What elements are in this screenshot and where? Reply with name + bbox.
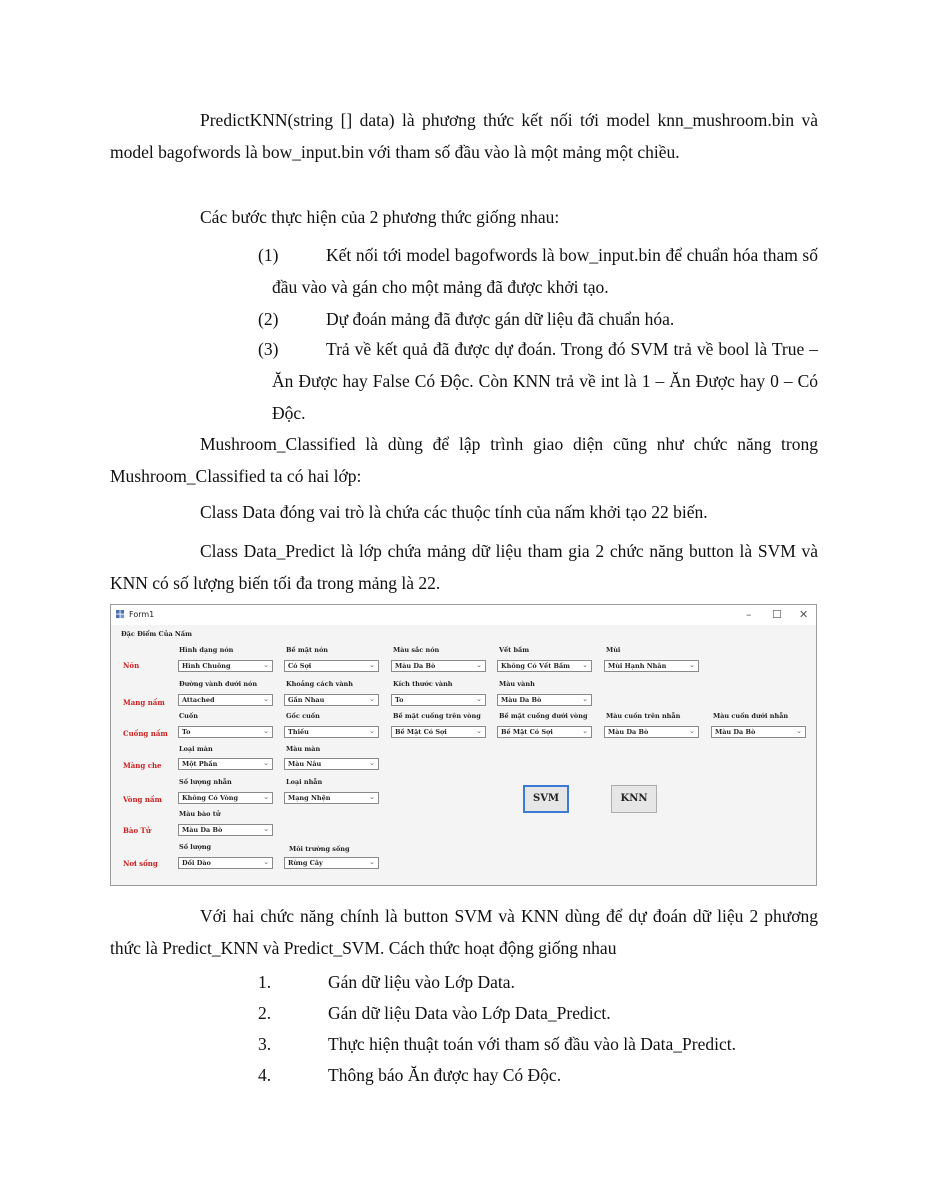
numbered-item-4 [258, 1059, 561, 1091]
item-text: Gán dữ liệu vào Lớp Data. [328, 972, 515, 992]
step-item-1 [258, 239, 818, 303]
minimize-icon[interactable]: – [746, 608, 752, 621]
paragraph-mushroom-classified: Mushroom_Classified là dùng để lập trình giao diện cũng như chức năng trong Mushroom_Classified ta có hai lớp: [110, 434, 818, 486]
step-text: Dự đoán mảng đã được gán dữ liệu đã chuẩn hóa. [326, 309, 675, 329]
combo-mui[interactable] [604, 660, 699, 672]
item-number: 2. [258, 1003, 272, 1023]
combo-mau-bao-tu[interactable] [178, 824, 273, 836]
combo-value: Màu Da Bò [395, 662, 436, 670]
chevron-down-icon: ⌄ [689, 727, 695, 735]
field-label: Màu vành [499, 680, 535, 688]
chevron-down-icon: ⌄ [369, 793, 375, 801]
combo-value: Bề Mặt Có Sợi [501, 728, 553, 736]
combo-value: Hình Chuông [182, 662, 231, 670]
combo-be-mat-cuong-tren-vong[interactable] [391, 726, 486, 738]
title-bar [111, 605, 816, 625]
combo-loai-man[interactable] [178, 758, 273, 770]
field-label: Màu bào tử [179, 810, 221, 818]
numbered-item-2 [258, 997, 611, 1029]
paragraph-class-data: Class Data đóng vai trò là chứa các thuộc tính của nấm khởi tạo 22 biến. [200, 502, 708, 522]
combo-value: Attached [182, 696, 215, 704]
combo-duong-vanh-duoi-non[interactable] [178, 694, 273, 706]
field-label: Số lượng [179, 843, 212, 851]
row-label-mang-che: Màng che [123, 761, 162, 770]
field-label: Màu cuốn dưới nhẫn [713, 712, 789, 720]
combo-mau-cuon-duoi-nhan[interactable] [711, 726, 806, 738]
form-window [110, 604, 817, 886]
field-label: Kích thước vành [393, 680, 453, 688]
chevron-down-icon: ⌄ [476, 661, 482, 669]
item-text: Thực hiện thuật toán với tham số đầu vào là Data_Predict. [328, 1034, 737, 1054]
chevron-down-icon: ⌄ [263, 661, 269, 669]
field-label: Bề mặt nón [286, 646, 329, 654]
field-label: Bề mặt cuống trên vòng [393, 712, 481, 720]
field-label: Khoảng cách vành [286, 680, 354, 688]
chevron-down-icon: ⌄ [263, 727, 269, 735]
field-label: Loại màn [179, 745, 213, 753]
field-label: Bề mặt cuống dưới vòng [499, 712, 588, 720]
paragraph-steps-intro: Các bước thực hiện của 2 phương thức giống nhau: [200, 207, 560, 227]
chevron-down-icon: ⌄ [369, 759, 375, 767]
combo-khoang-cach-vanh[interactable] [284, 694, 379, 706]
step-number: (3) [258, 339, 279, 359]
chevron-down-icon: ⌄ [369, 727, 375, 735]
combo-value: Dồi Dào [182, 859, 211, 867]
close-icon[interactable]: ✕ [799, 608, 809, 621]
item-text: Gán dữ liệu Data vào Lớp Data_Predict. [328, 1003, 611, 1023]
step-number: (1) [258, 245, 279, 265]
field-label: Màu cuốn trên nhẫn [606, 712, 681, 720]
combo-value: Bề Mặt Có Sợi [395, 728, 447, 736]
item-text: Thông báo Ăn được hay Có Độc. [328, 1065, 562, 1085]
field-label: Vết bầm [499, 646, 530, 654]
step-item-3 [258, 333, 818, 429]
field-label: Số lượng nhẫn [179, 778, 232, 786]
combo-vet-bam[interactable] [497, 660, 592, 672]
combo-value: Màu Da Bò [715, 728, 756, 736]
chevron-down-icon: ⌄ [263, 759, 269, 767]
row-label-mang-nam: Mang nấm [123, 698, 165, 707]
combo-kich-thuoc-vanh[interactable] [391, 694, 486, 706]
knn-button[interactable]: KNN [611, 785, 657, 813]
window-title: Form1 [129, 610, 155, 619]
combo-hinh-dang-non[interactable] [178, 660, 273, 672]
combo-mau-vanh[interactable] [497, 694, 592, 706]
row-label-cuong-nam: Cuống nấm [123, 729, 168, 738]
combo-mau-cuon-tren-nhan[interactable] [604, 726, 699, 738]
combo-value: Không Có Vết Bầm [501, 662, 571, 670]
chevron-down-icon: ⌄ [582, 727, 588, 735]
chevron-down-icon: ⌄ [476, 695, 482, 703]
field-label: Màu sắc nón [393, 646, 440, 654]
combo-value: Màu Da Bò [608, 728, 649, 736]
field-label: Hình dạng nón [179, 646, 234, 654]
field-label: Gốc cuốn [286, 712, 320, 720]
chevron-down-icon: ⌄ [689, 661, 695, 669]
combo-value: To [182, 728, 191, 736]
chevron-down-icon: ⌄ [369, 661, 375, 669]
combo-value: Có Sợi [288, 662, 312, 670]
row-label-non: Nón [123, 661, 140, 670]
item-number: 1. [258, 972, 272, 992]
row-label-noi-song: Nơi sống [123, 859, 158, 868]
combo-value: Gần Nhau [288, 696, 325, 704]
combo-so-luong-nhan[interactable] [178, 792, 273, 804]
app-icon [116, 610, 125, 619]
chevron-down-icon: ⌄ [263, 793, 269, 801]
field-label: Loại nhẫn [286, 778, 323, 786]
step-text: Kết nối tới model bagofwords là bow_input.bin để chuẩn hóa tham số đầu vào và gán cho một mảng đã được khởi tạo. [272, 245, 818, 297]
combo-goc-cuon[interactable] [284, 726, 379, 738]
chevron-down-icon: ⌄ [582, 661, 588, 669]
combo-moi-truong-song[interactable] [284, 857, 379, 869]
maximize-icon[interactable]: ☐ [772, 608, 782, 621]
combo-mau-sac-non[interactable] [391, 660, 486, 672]
chevron-down-icon: ⌄ [582, 695, 588, 703]
combo-value: To [395, 696, 404, 704]
step-text: Trả về kết quả đã được dự đoán. Trong đó SVM trả về bool là True – Ăn Được hay False Có Độc. Còn KNN trả về int là 1 – Ăn Được hay 0 – Có Độc. [272, 339, 818, 423]
combo-be-mat-cuong-duoi-vong[interactable] [497, 726, 592, 738]
combo-value: Màu Da Bò [501, 696, 542, 704]
paragraph-predict-knn: PredictKNN(string [] data) là phương thức kết nối tới model knn_mushroom.bin và model bagofwords là bow_input.bin với tham số đầu vào là một mảng một chiều. [110, 110, 818, 162]
combo-value: Mạng Nhện [288, 794, 331, 802]
step-number: (2) [258, 309, 279, 329]
chevron-down-icon: ⌄ [476, 727, 482, 735]
group-title: Đặc Điểm Của Nấm [121, 630, 192, 638]
chevron-down-icon: ⌄ [796, 727, 802, 735]
svm-button[interactable]: SVM [523, 785, 569, 813]
combo-value: Rừng Cây [288, 859, 323, 867]
combo-cuon[interactable] [178, 726, 273, 738]
combo-be-mat-non[interactable] [284, 660, 379, 672]
combo-so-luong[interactable] [178, 857, 273, 869]
paragraph-svm-knn: Với hai chức năng chính là button SVM và KNN dùng để dự đoán dữ liệu 2 phương thức là Predict_KNN và Predict_SVM. Cách thức hoạt động giống nhau [110, 906, 818, 958]
field-label: Màu màn [286, 745, 321, 753]
field-label: Môi trường sống [289, 845, 350, 853]
field-label: Cuốn [179, 712, 198, 720]
combo-value: Thiếu [288, 728, 309, 736]
combo-value: Một Phần [182, 760, 218, 768]
chevron-down-icon: ⌄ [369, 858, 375, 866]
paragraph-class-data-predict: Class Data_Predict là lớp chứa mảng dữ liệu tham gia 2 chức năng button là SVM và KNN có số lượng biến tối đa trong mảng là 22. [110, 541, 818, 593]
combo-loai-nhan[interactable] [284, 792, 379, 804]
chevron-down-icon: ⌄ [263, 858, 269, 866]
numbered-item-3 [258, 1028, 736, 1060]
combo-value: Không Có Vòng [182, 794, 239, 802]
combo-value: Màu Da Bò [182, 826, 223, 834]
row-label-vong-nam: Vòng nấm [123, 795, 162, 804]
field-label: Đường vành dưới nón [179, 680, 258, 688]
chevron-down-icon: ⌄ [263, 825, 269, 833]
combo-value: Màu Nâu [288, 760, 322, 768]
numbered-item-1 [258, 966, 515, 998]
item-number: 3. [258, 1034, 272, 1054]
combo-value: Mùi Hạnh Nhân [608, 662, 667, 670]
chevron-down-icon: ⌄ [369, 695, 375, 703]
step-item-2 [258, 303, 818, 335]
item-number: 4. [258, 1065, 272, 1085]
field-label: Mùi [606, 646, 621, 654]
row-label-bao-tu: Bào Tử [123, 826, 151, 835]
combo-mau-man[interactable] [284, 758, 379, 770]
chevron-down-icon: ⌄ [263, 695, 269, 703]
